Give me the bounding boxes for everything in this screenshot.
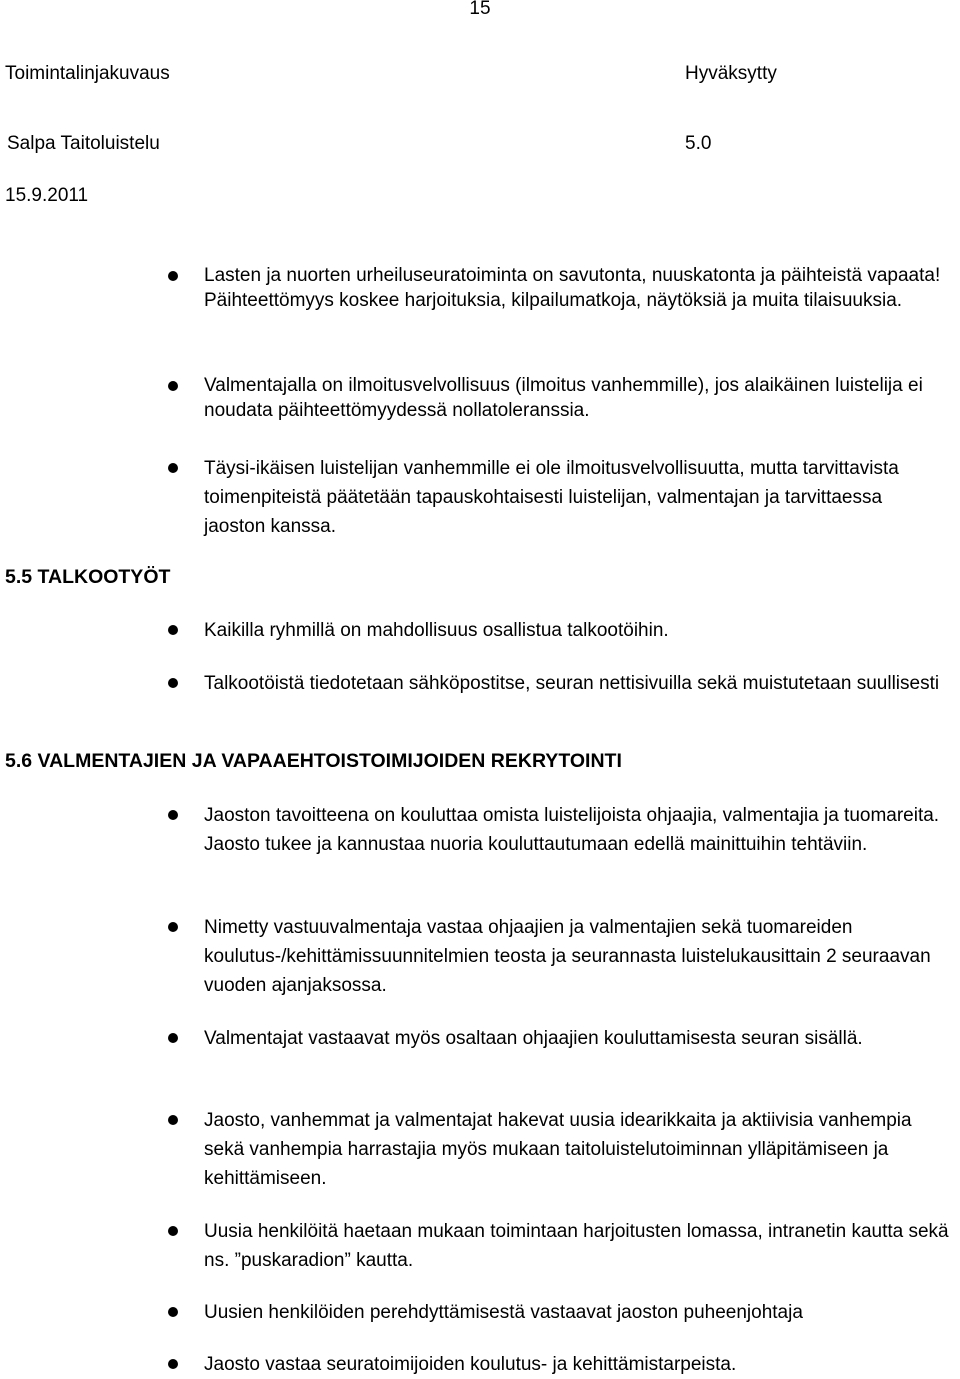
bullet-icon bbox=[168, 381, 178, 391]
bullet-icon bbox=[168, 922, 178, 932]
list-item: Uusia henkilöitä haetaan mukaan toimintaan harjoitusten lomassa, intranetin kautta sekä ns. ”puskaradion” kautta. bbox=[204, 1221, 949, 1271]
list-item: Nimetty vastuuvalmentaja vastaa ohjaajien ja valmentajien sekä tuomareiden koulutus-/kehittämissuunnitelmien teosta ja seurannasta luistelukausittain 2 seuraavan vuoden ajanjaksossa. bbox=[204, 917, 931, 996]
bullet-icon bbox=[168, 1226, 178, 1236]
list-item: Valmentajat vastaavat myös osaltaan ohjaajien kouluttamisesta seuran sisällä. bbox=[204, 1028, 863, 1049]
list-item: Uusien henkilöiden perehdyttämisestä vastaavat jaoston puheenjohtaja bbox=[204, 1302, 803, 1323]
bullet-icon bbox=[168, 625, 178, 635]
list-item: Valmentajalla on ilmoitusvelvollisuus (ilmoitus vanhemmille), jos alaikäinen luistelija ei noudata päihteettömyydessä nollatoleranssia. bbox=[204, 375, 923, 421]
list-item: Jaosto vastaa seuratoimijoiden koulutus- ja kehittämistarpeista. bbox=[204, 1354, 737, 1375]
section-heading-talkootyot: 5.5 TALKOOTYÖT bbox=[5, 566, 171, 588]
document-type: Toimintalinjakuvaus bbox=[5, 63, 170, 84]
bullet-icon bbox=[168, 463, 178, 473]
list-item: Lasten ja nuorten urheiluseuratoiminta on savutonta, nuuskatonta ja päihteistä vapaata! Päihteettömyys koskee harjoituksia, kilpailumatkoja, näytöksiä ja muita tilaisuuksia. bbox=[204, 265, 941, 311]
bullet-icon bbox=[168, 810, 178, 820]
page-number: 15 bbox=[469, 0, 491, 19]
organization-name: Salpa Taitoluistelu bbox=[7, 133, 160, 154]
bullet-icon bbox=[168, 678, 178, 688]
document-version: 5.0 bbox=[685, 133, 712, 154]
list-item: Kaikilla ryhmillä on mahdollisuus osallistua talkootöihin. bbox=[204, 620, 669, 641]
list-item: Täysi-ikäisen luistelijan vanhemmille ei ole ilmoitusvelvollisuutta, mutta tarvittavista toimenpiteistä päätetään tapauskohtaisesti luistelijan, valmentajan ja tarvittaessa jaoston kanssa. bbox=[204, 458, 899, 537]
bullet-icon bbox=[168, 1307, 178, 1317]
bullet-icon bbox=[168, 1359, 178, 1369]
list-item: Jaosto, vanhemmat ja valmentajat hakevat uusia idearikkaita ja aktiivisia vanhempia sekä vanhempia harrastajia myös mukaan taitoluistelutoiminnan ylläpitämiseen ja kehittämiseen. bbox=[204, 1110, 912, 1189]
section-heading-rekrytointi: 5.6 VALMENTAJIEN JA VAPAAEHTOISTOIMIJOIDEN REKRYTOINTI bbox=[5, 750, 622, 772]
approval-status: Hyväksytty bbox=[685, 63, 777, 84]
bullet-icon bbox=[168, 1033, 178, 1043]
document-date: 15.9.2011 bbox=[5, 185, 89, 206]
bullet-icon bbox=[168, 1115, 178, 1125]
list-item: Talkootöistä tiedotetaan sähköpostitse, seuran nettisivuilla sekä muistutetaan suullisesti bbox=[204, 673, 940, 694]
list-item: Jaoston tavoitteena on kouluttaa omista luistelijoista ohjaajia, valmentajia ja tuomareita. Jaosto tukee ja kannustaa nuoria kouluttautumaan edellä mainittuihin tehtäviin. bbox=[204, 805, 940, 855]
bullet-icon bbox=[168, 271, 178, 281]
